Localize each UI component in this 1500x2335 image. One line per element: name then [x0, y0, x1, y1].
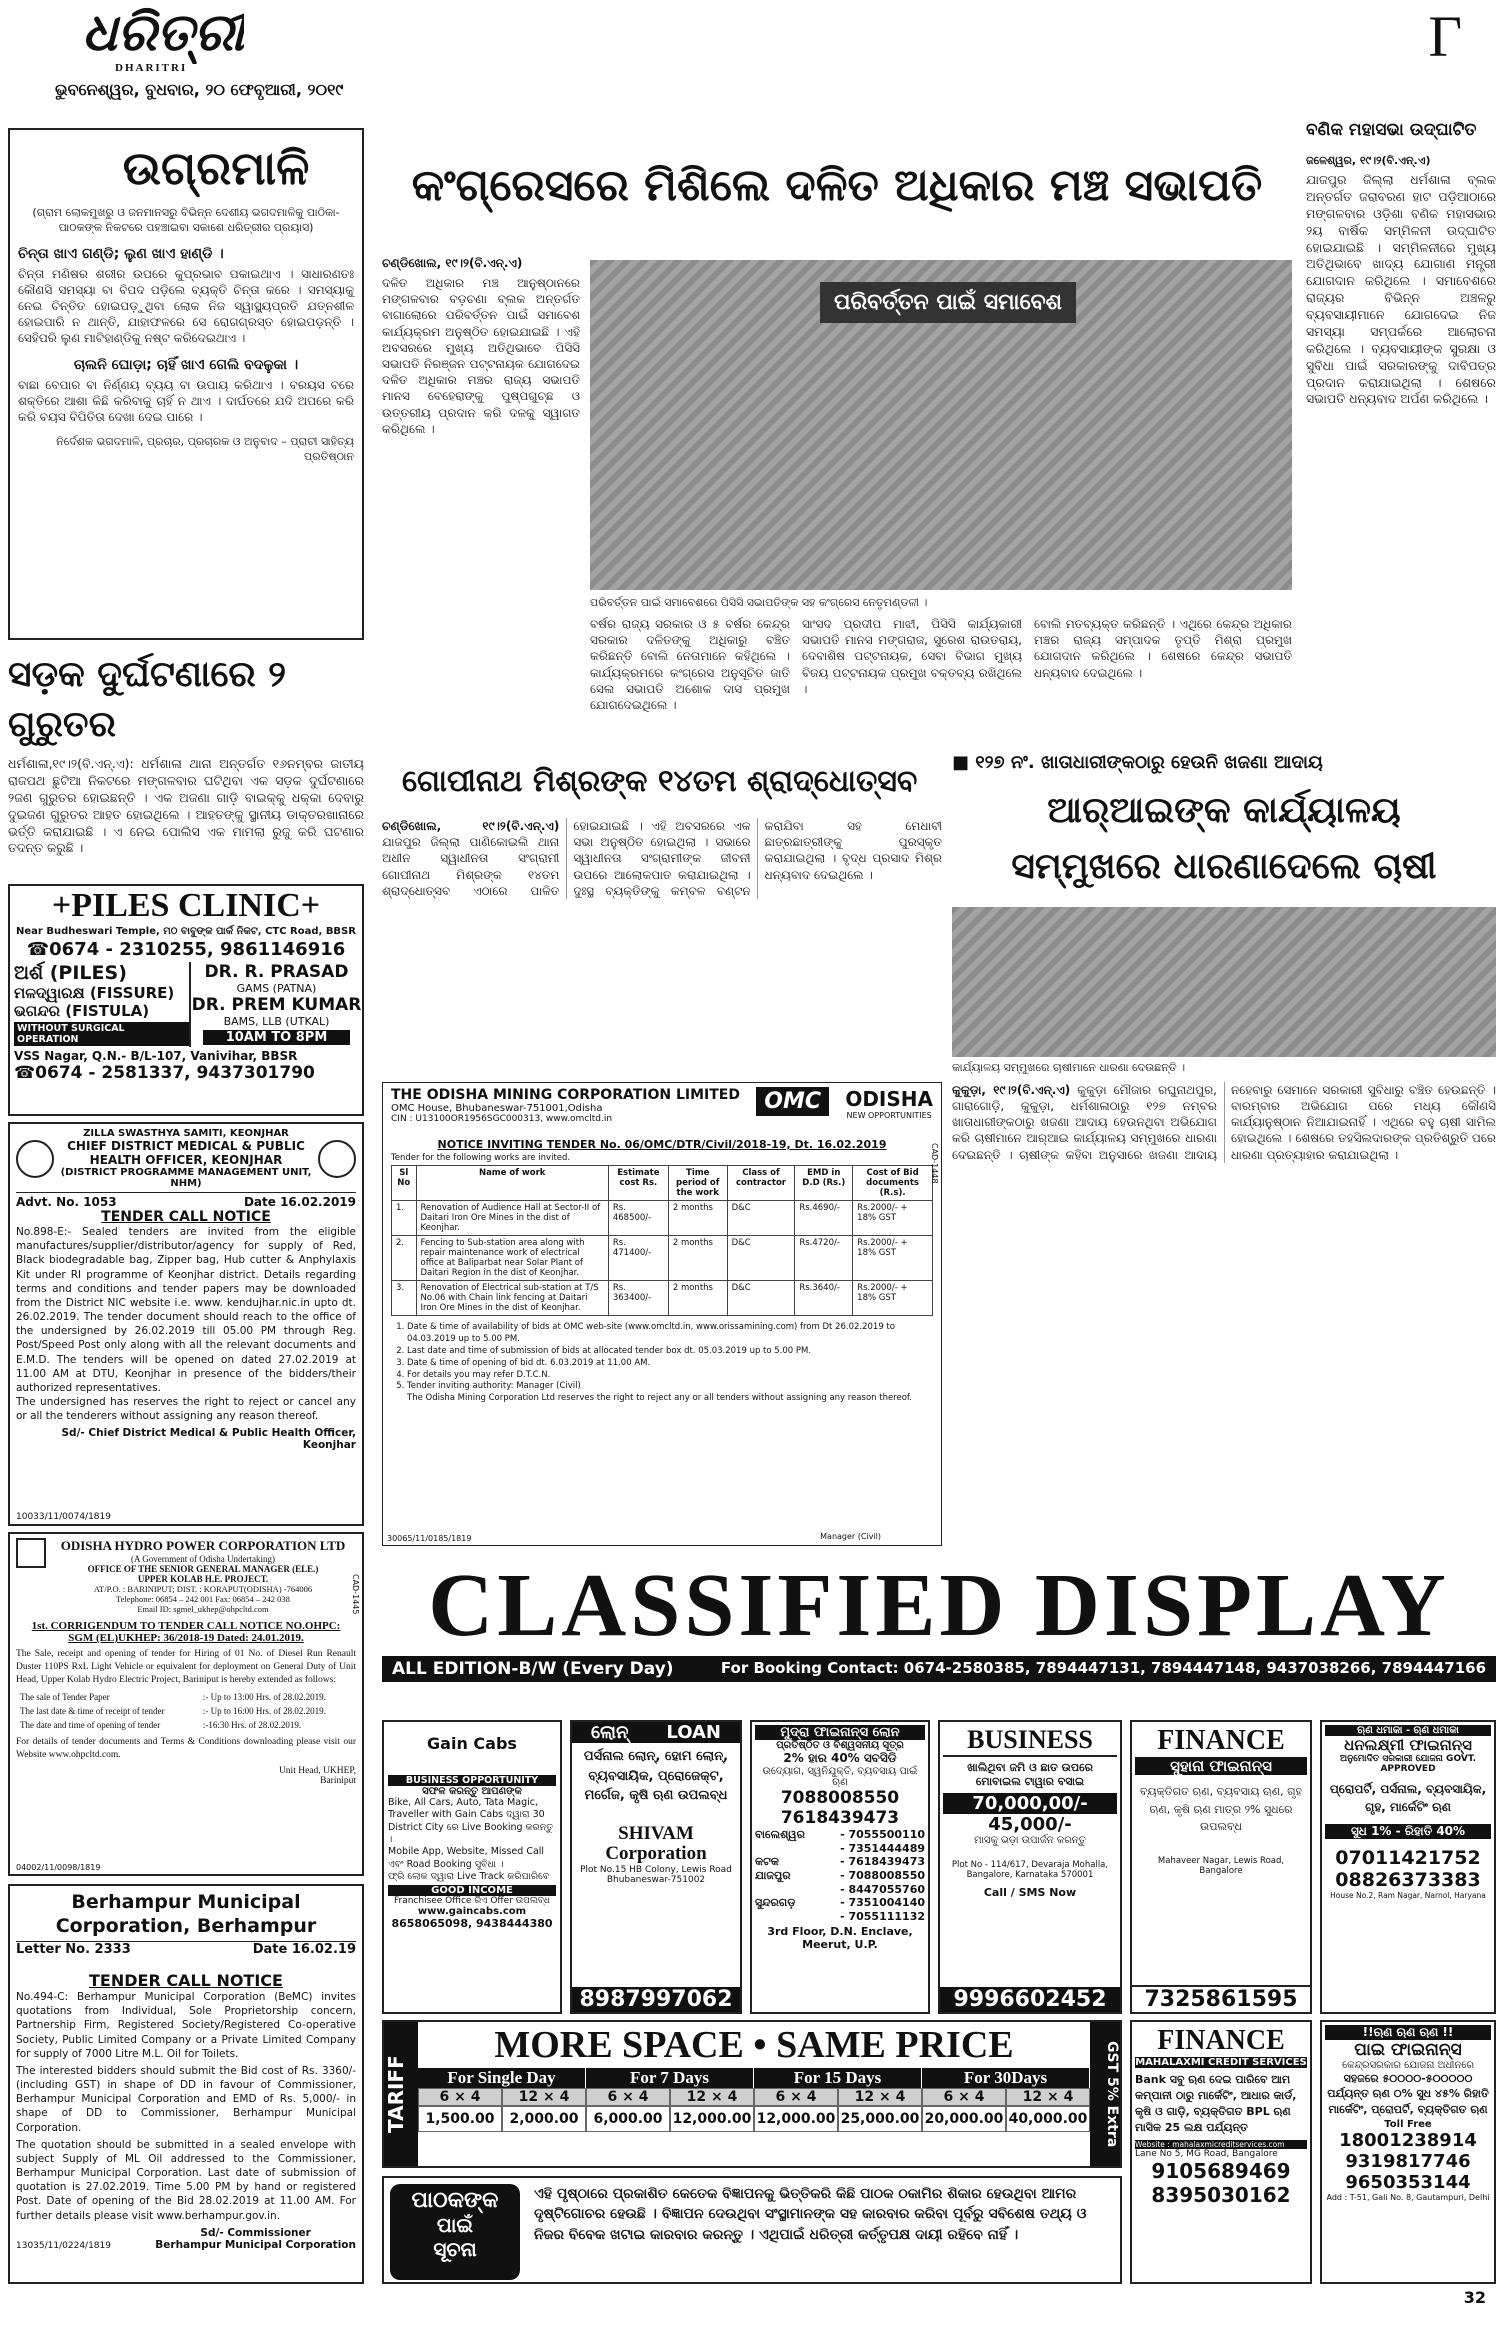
omc-table-header: EMD in D.D (Rs.) [795, 1166, 853, 1201]
mudra-ad [750, 1720, 930, 2014]
ohpc-row-2-label: The last date & time of receipt of tender [20, 1706, 165, 1717]
tariff-size: 6 × 4 [418, 2088, 502, 2106]
ri-photo [952, 907, 1496, 1057]
business-amount: 70,000,00/- [943, 1793, 1117, 1814]
keonjhar-advt-no: Advt. No. 1053 [16, 1195, 117, 1209]
keonjhar-header-1: ZILLA SWASTHYA SAMITI, KEONJHAR [83, 1128, 289, 1139]
classified-title: CLASSIFIED DISPLAY [428, 1556, 1450, 1655]
table-cell: 3. [392, 1281, 417, 1316]
mudra-phone-2: 7618439473 [780, 1808, 900, 1828]
ugramali-head2: ଚାଲନି ଘୋଡ଼ା; ଚାହିଁ ଖାଏ ଗେଲି ବଦଳୁକା । [73, 356, 299, 373]
tariff-gst: GST 5% Extra [1090, 2022, 1120, 2166]
lead-dateline: ଚଣ୍ଡିଖୋଲ, ୧୯।୨(ବି.ଏନ୍.ଏ) [382, 256, 523, 270]
table-cell: Rs. 468500/- [608, 1201, 668, 1236]
finance2-body: Bank ସବୁ ଋଣ ଦେଇ ପାରିବେ ଆମ କମ୍ପାନୀ ଠାରୁ ମାର୍କେଟିଂ, ଆଧାର କାର୍ଡ, କୃଷି ଓ ଗାଡ଼ି, ବ୍ୟକ୍ତିଗତ BPL ଋଣ ମାସିକ 25 ଲକ୍ଷ ପର୍ଯ୍ୟନ୍ତ [1135, 2073, 1297, 2134]
finance2-web: Website : mahalaxmicreditservices.com [1135, 2140, 1307, 2149]
table-cell: Rs.3640/- [795, 1281, 853, 1316]
tariff-size: 6 × 4 [922, 2088, 1006, 2106]
ri-headline-1: ଆର୍‌ଆଇଙ୍କ କାର୍ଯ୍ୟାଳୟ [1047, 790, 1401, 831]
piles-service-2: ମଳଦ୍ୱାରକ୍ଷ (FISSURE) [14, 984, 175, 1002]
omc-table-header: Time period of the work [668, 1166, 727, 1201]
bmc-date: Date 16.02.19 [252, 1942, 356, 1957]
ohpc-row-1-value: :- Up to 13:00 Hrs. of 28.02.2019. [202, 1692, 326, 1703]
table-cell: Rs.2000/- + 18% GST [853, 1281, 933, 1316]
list-item: 2. Last date and time of submission of bids at allocated tender box dt. 05.03.2019 up to 5.00 PM. [407, 1346, 933, 1358]
table-cell: 1. [392, 1201, 417, 1236]
notice-body: ଏହି ପୃଷ୍ଠାରେ ପ୍ରକାଶିତ କେତେକ ବିଜ୍ଞାପନକୁ ଭିତ୍ତିକରି କିଛି ପାଠକ ଠକାମିର ଶିକାର ହେଉଥିବା ଆମର ଦୃଷ୍ଟିଗୋଚର ହେଉଛି । ବିଜ୍ଞାପନ ଦେଉଥିବା ସଂସ୍ଥାମାନଙ୍କ ସହ କାରବାର କରିବା ପୂର୍ବରୁ ସବିଶେଷ ତଥ୍ୟ ଓ ନିଜର ବିବେକ ଖଟାଇ କାରବାର କରନ୍ତୁ । ଏଥିପାଇଁ ଧରିତ୍ରୀ କର୍ତ୍ତୃପକ୍ଷ ଦାୟୀ ରହିବେ ନାହିଁ । [534, 2186, 1087, 2243]
gopinath-headline: ଗୋପୀନାଥ ମିଶ୍ରଙ୍କ ୧୪ତମ ଶ୍ରାଦ୍ଧୋତ୍ସବ [402, 764, 918, 799]
dhan-top: ଋଣ ଧମାକା - ଋଣ ଧମାକା [1325, 1725, 1491, 1736]
business-ad [938, 1720, 1122, 2014]
business-address: Plot No - 114/617, Devaraja Mohalla, Bangalore, Karnataka 570001 [951, 1860, 1109, 1880]
mudra-heading: ମୁଦ୍ରା ଫାଇନାନ୍ସ ଲୋନ [755, 1725, 925, 1740]
omc-cin: CIN : U13100OR1956SGC000313, www.omcltd.in [391, 1114, 613, 1124]
tariff-size: 6 × 4 [586, 2088, 670, 2106]
omc-tender-table [391, 1165, 933, 1316]
ugramali-body2: ବାଛା ବେପାର ବା ନିର୍ଣ୍ଣୟ ବ୍ୟୟ ବା ଉପାୟ କରିଥାଏ । ବରୟସ ବରେ ଶକ୍ତିରେ ଆଶା କିଛି କରିବାକୁ ଚାହିଁ ନ ଥାଏ । ଦାର୍ଘତରେ ଯଦି ଅପରେ କରି କରି ବୟସ ବିପିତିତା ଦେଖା ଦେଇ ପାରେ । [18, 377, 354, 424]
ugramali-title: ଉଗ୍ରମାଳି [122, 141, 310, 195]
loan2-toll: Toll Free [1384, 2119, 1432, 2131]
loan2-phone-3: 9650353144 [1345, 2172, 1471, 2194]
tariff-size: 6 × 4 [754, 2088, 838, 2106]
masthead-logo-sub: DHARITRI [115, 62, 188, 74]
omc-table-header: Sl No [392, 1166, 417, 1201]
ugramali-credit: ନିର୍ଦେଶକ ଭଗଦମାଳି, ପ୍ରଚାର, ପ୍ରଚାରକ ଓ ଅନୁବାଦ – ପ୍ରାଚୀ ସାହିତ୍ୟ ପ୍ରତିଷ୍ଠାନ [56, 435, 354, 464]
mudra-rate: 2% ହାର 40% ସବସିଡି [783, 1751, 897, 1765]
loan2-body: ସହଜରେ ୫୦୦୦୦-୫୦୦୦୦୦ ପର୍ଯ୍ୟନ୍ତ ଋଣ ୦% ସୁଧ ୪୫% ରିହାତି ମାର୍କେଟିଂ, ପ୍ରୋପର୍ଟି, ବ୍ୟକ୍ତିଗତ ଋଣ [1327, 2072, 1489, 2116]
gaincabs-tagline: ସଫଳ କରନ୍ତୁ ଆପଣଙ୍କ [422, 1786, 522, 1797]
omc-address: OMC House, Bhubaneswar-751001,Odisha [391, 1103, 603, 1114]
loan-phone: 8987997062 [572, 1987, 740, 2012]
keonjhar-body: No.898-E:- Sealed tenders are invited from the eligible manufactures/supplier/distributor/agency for supply of Red, Black biodegradable bag, Zipper bag, Hub cutter & Anphylaxis Kit under RI programme of Keonjhar district. Details regarding terms and conditions and tender papers may be downloaded from the District NIC website i.e. www. kendujhar.nic.in upto dt. 26.02.2019. The tender document should reach to the office of the undersigned by 26.02.2019 till 05.00 PM through Reg. Post/Speed Post only along with all the relevant documents and E.M.D. The tenders will be opened on dated 27.02.2019 at 11.00 AM at DTU, Keonjhar in presence of the bidders/their authorized representatives. [16, 1226, 356, 1394]
business-sms: Call / SMS Now [983, 1886, 1077, 1899]
finance-address: Mahaveer Nagar, Lewis Road, Bangalore [1157, 1855, 1285, 1876]
business-amount-2: 45,000/- [988, 1814, 1072, 1835]
bmc-body-2: The interested bidders should submit the Bid cost of Rs. 3360/- (including GST) in shape of DD in favour of Commissioner, Berhampur Municipal Corporation and EMD of Rs. 5,000/- in shape of DD to Commissioner, Berhampur Municipal Corporation. [16, 2064, 356, 2134]
classified-edition: ALL EDITION-B/W (Every Day) [392, 1659, 674, 1679]
table-row [392, 1236, 933, 1281]
piles-doctor-1-qual: GAMS (PATNA) [236, 982, 317, 995]
branch-phone: - 7351444489 [840, 1842, 925, 1855]
ohpc-line-3: UPPER KOLAB H.E. PROJECT. [137, 1574, 269, 1584]
table-cell: 2 months [668, 1281, 727, 1316]
dhan-phone-1: 07011421752 [1335, 1847, 1481, 1869]
odisha-brand-tagline: NEW OPPORTUNITIES [846, 1111, 932, 1120]
ugramali-head1: ଚିନ୍ତା ଖାଏ ଗଣ୍ଡି; ଲୁଣ ଖାଏ ହାଣ୍ଡି । [18, 245, 224, 262]
list-item: 3. Date & time of opening of bid dt. 6.03.2019 at 11.00 AM. [407, 1358, 933, 1370]
loan2-phone-1: 18001238914 [1339, 2130, 1477, 2152]
masthead-logo: ଧରିତ୍ରୀ [82, 5, 245, 62]
table-row [392, 1281, 933, 1316]
loan-heading: LOAN [666, 1722, 722, 1743]
tariff-period: For Single Day [418, 2068, 586, 2088]
banik-headline: ବଣିକ ମହାସଭା ଉଦ୍‌ଘାଟିତ [1306, 120, 1477, 140]
branch-phone: - 7088008550 [840, 1869, 925, 1882]
loan-ad [570, 1720, 742, 2014]
keonjhar-header-2: CHIEF DISTRICT MEDICAL & PUBLIC HEALTH OFFICER, KEONJHAR [67, 1139, 305, 1167]
gopinath-body: ଯାଜପୁର ଜିଲ୍ଲା ପାଣିକୋଇଲି ଥାନା ଅଧୀନ ସ୍ୱାଧୀନତା ସଂଗ୍ରାମୀ ଗୋପୀନାଥ ମିଶ୍ରଙ୍କ ୧୪ତମ ଶ୍ରାଦ୍ଧୋତ୍ସବ ଏଠାରେ ପାଳିତ ହୋଇଯାଇଛି । ଏହି ଅବସରରେ ଏକ ସଭା ଅନୁଷ୍ଠିତ ହୋଇଥିଲା । ସଭାରେ ସ୍ୱାଧୀନତା ସଂଗ୍ରାମୀଙ୍କ ଜୀବନୀ ଉପରେ ଆଲୋକପାତ କରାଯାଇଥିଲା । ଦୁଃସ୍ଥ ବ୍ୟକ୍ତିଙ୍କୁ କମ୍ବଳ ବଣ୍ଟନ କରାଯିବା ସହ ମେଧାବୀ ଛାତ୍ରଛାତ୍ରୀଙ୍କୁ ପୁରସ୍କୃତ କରାଯାଇଥିଲା । ବୃଦ୍ଧ ପ୍ରସାଦ ମିଶ୍ର ଧନ୍ୟବାଦ ଦେଇଥିଲେ । [382, 819, 942, 898]
tariff-size: 12 × 4 [502, 2088, 586, 2106]
loan2-address: Add : T-51, Gali No. 8, Gautampuri, Delhi [1326, 2193, 1490, 2203]
ohpc-row-3-label: The date and time of opening of tender [20, 1720, 161, 1731]
ugramali-body1: ଚିନ୍ତା ମଣିଷର ଶରୀର ଉପରେ କୁପ୍ରଭାବ ପକାଇଥାଏ । ସାଧାରଣତଃ କୌଣସି ସମସ୍ୟା ବା ବିପଦ ପଡ଼ିଲେ ବ୍ୟକ୍ତି ଚିନ୍ତା କରେ । ସମସ୍ୟାକୁ ନେଇ ଚିନ୍ତିତ ହୋଇପଡ଼ୁଥିବା ଲୋକ ନିଜ ସ୍ୱାସ୍ଥ୍ୟପ୍ରତି ଯତ୍ନଶୀଳ ହୋଇପାରି ନ ଥାନ୍ତି, ଯାହାଫଳରେ ସେ ରୋଗଗ୍ରସ୍ତ ହୋଇପଡ଼ନ୍ତି । ସେହିପରି ଲୁଣ ମାଟିହାଣ୍ଡିକୁ ନଷ୍ଟ କରିଦେଇଥାଏ । [18, 266, 354, 346]
finance-suhana-ad [1130, 1720, 1312, 2014]
ohpc-footer: For details of tender documents and Terms & Conditions downloading please visit our Website www.ohpcltd.com. [16, 1737, 356, 1761]
loan2-phone-2: 9319817746 [1345, 2151, 1471, 2173]
branch-name: ସୁନ୍ଦରଗଡ଼ [755, 1896, 796, 1909]
piles-address-2: VSS Nagar, Q.N.- B/L-107, Vanivihar, BBSR [14, 1049, 298, 1063]
ohpc-corrigendum-ref: SGM (EL)UKHEP: 36/2018-19 Dated: 24.01.2019. [68, 1632, 304, 1644]
classified-contact: For Booking Contact: 0674-2580385, 7894447131, 7894447148, 9437038266, 7894447166 [720, 1659, 1486, 1677]
tariff-price: 12,000.00 [670, 2106, 754, 2132]
dhanlakshmi-ad [1320, 1720, 1496, 2014]
ohpc-row-2-value: :- Up to 16:00 Hrs. of 28.02.2019. [202, 1706, 326, 1717]
notice-side-1: ପାଠକଙ୍କ [411, 2188, 499, 2213]
gaincabs-income: GOOD INCOME [388, 1885, 556, 1896]
ri-dateline: କୁକୁଡ଼ା, ୧୯।୨(ବି.ଏନ୍.ଏ) [952, 1082, 1071, 1097]
bmc-subtitle: TENDER CALL NOTICE [89, 1971, 283, 1990]
ohpc-line-6: Email ID: sgmel_ukhep@ohpcltd.com [137, 1604, 269, 1614]
gaincabs-phone: 8658065098, 9438444380 [391, 1917, 553, 1931]
loan-firm: SHIVAM Corporation [605, 1822, 707, 1865]
gaincabs-franchisee: Franchisee Office ରିଏ Offer ଉପଲବ୍ଧ [393, 1896, 551, 1907]
keonjhar-date: Date 16.02.2019 [243, 1195, 356, 1209]
bmc-code: 13035/11/0224/1819 [16, 2240, 111, 2251]
ohpc-line-2: OFFICE OF THE SENIOR GENERAL MANAGER (ELE.) [87, 1564, 319, 1574]
branch-phone: - 7055500110 [840, 1828, 925, 1841]
mudra-subheading: ପ୍ରତିଷ୍ଠିତ ଓ ବିଶ୍ୱସନୀୟ ସୂତ୍ର [776, 1740, 904, 1751]
bmc-body-3: The quotation should be submitted in a sealed envelope with subject Supply of ML Oil addressed to the Commissioner, Berhampur Municipal Corporation. Last date of submission of quotation is 27.02.2019. Time 5.00 PM by hand or registered Post. Date of opening of the Bid 28.02.2019 at 11.00 AM. For further details please visit www.berhampur.gov.in. [16, 2138, 356, 2222]
masthead-dateline: ଭୁବନେଶ୍ୱର, ବୁଧବାର, ୨୦ ଫେବୃଆରୀ, ୨୦୧୯ [55, 80, 344, 99]
ohpc-schedule-table [16, 1690, 356, 1732]
piles-service-3: ଭଗନ୍ଦର (FISTULA) [14, 1002, 150, 1020]
pai-finance-ad [1320, 2020, 1496, 2284]
branch-name: ବାଲେଶ୍ୱର [755, 1828, 805, 1841]
dhan-sub: ଅନୁମୋଦିତ ସରକାରୀ ଯୋଜନା GOVT. APPROVED [1339, 1754, 1477, 1774]
page-number: 32 [1463, 2288, 1486, 2307]
finance2-subheading: MAHALAXMI CREDIT SERVICES [1135, 2057, 1307, 2068]
keonjhar-title: TENDER CALL NOTICE [101, 1209, 271, 1225]
ohpc-code: 04002/11/0098/1819 [16, 1863, 101, 1872]
dhan-address: House No.2, Ram Nagar, Narnol, Haryana [1330, 1891, 1486, 1900]
ri-headline-2: ସମ୍ମୁଖରେ ଧାରଣାଦେଲେ ଚାଷୀ [1011, 846, 1437, 887]
table-cell: Rs.4720/- [795, 1236, 853, 1281]
accident-body: ଧର୍ମଶାଳା,୧୯।୨(ବି.ଏନ୍.ଏ): ଧର୍ମଶାଳା ଥାନା ଅନ୍ତର୍ଗତ ୧୬ନମ୍ବର ଜାତୀୟ ରାଜପଥ ଛୁଟିଆ ନିକଟରେ ମଙ୍ଗଳବାର ଘଟିଥିବା ଏକ ସଡ଼କ ଦୁର୍ଘଟଣାରେ ୨ଜଣ ଗୁରୁତର ହୋଇଛନ୍ତି । ଏକ ଅଜଣା ଗାଡ଼ି ବାଇକ୍‌କୁ ଧକ୍କା ଦେବାରୁ ଦୁଇଜଣ ଗୁରୁତର ଆହତ ହୋଇଥିଲେ । ଆହତଙ୍କୁ ସ୍ଥାନୀୟ ଡାକ୍ତରଖାନାରେ ଭର୍ତ୍ତି କରାଯାଇଛି । ଏ ନେଇ ପୋଲିସ ଏକ ମାମଲା ରୁଜୁ କରି ଘଟଣାର ତଦନ୍ତ କରୁଛି । [8, 756, 364, 856]
mudra-phone-1: 7088008550 [780, 1788, 900, 1808]
omc-table-header: Cost of Bid documents (R.s). [853, 1166, 933, 1201]
nhm-logo-icon [318, 1140, 356, 1178]
branch-name: ଯାଜପୁର [755, 1869, 791, 1882]
table-cell: Renovation of Electrical sub-station at T/S No.06 with Chain link fencing at Daitari Iron Ore Mines in the dist of Keonjhar. [416, 1281, 608, 1316]
business-heading: BUSINESS [943, 1725, 1117, 1757]
lead-article [382, 128, 1292, 740]
table-row [392, 1201, 933, 1236]
omc-table-header: Estimate cost Rs. [608, 1166, 668, 1201]
piles-timing: 10AM TO 8PM [203, 1030, 350, 1045]
tariff-period: For 30Days [922, 2068, 1090, 2088]
omc-table-header: Name of work [416, 1166, 608, 1201]
ohpc-body: The Sale, receipt and opening of tender for Hiring of 01 No. of Diesel Run Renault Duster 110PS RxL Light Vehicle or equivalent for deployment on General Duty of Unit Head, Upper Kolab Hydro Electric Project, Bariniput is hereby extended as follows: [16, 1649, 356, 1685]
table-cell: Rs.4690/- [795, 1201, 853, 1236]
list-item [755, 1855, 925, 1869]
omc-notice-title: NOTICE INVITING TENDER No. 06/OMC/DTR/Civil/2018-19, Dt. 16.02.2019 [437, 1138, 887, 1151]
ohpc-line-1: (A Government of Odisha Undertaking) [131, 1554, 275, 1564]
piles-phone-2: ☎0674 - 2581337, 9437301790 [14, 1063, 315, 1083]
list-item [755, 1869, 925, 1883]
business-phone: 9996602452 [940, 1987, 1120, 2012]
table-header-row [392, 1166, 933, 1201]
list-item [755, 1842, 925, 1855]
accident-headline: ସଡ଼କ ଦୁର୍ଘଟଣାରେ ୨ ଗୁରୁତର [8, 654, 287, 745]
ri-article [952, 752, 1496, 1552]
gaincabs-opportunity: BUSINESS OPPORTUNITY [388, 1775, 556, 1786]
gaincabs-ad [382, 1720, 562, 2014]
tariff-size: 12 × 4 [838, 2088, 922, 2106]
lead-photo-caption: ପରିବର୍ତ୍ତନ ପାଇଁ ସମାବେଶରେ ପିସିସି ସଭାପତିଙ୍କ ସହ କଂଗ୍ରେସ ନେତୃମଣ୍ଡଳୀ । [590, 596, 928, 609]
notice-side-3: ସୂଚନା [433, 2237, 477, 2261]
finance2-heading: FINANCE [1157, 2025, 1285, 2056]
lead-photo-banner: ପରିବର୍ତ୍ତନ ପାଇଁ ସମାବେଶ [820, 282, 1076, 323]
tariff-price: 25,000.00 [838, 2106, 922, 2132]
bmc-title: Berhampur Municipal Corporation, Berhampur [55, 1891, 317, 1937]
omc-table-header: Class of contractor [727, 1166, 795, 1201]
ohpc-logo-icon [16, 1538, 46, 1568]
piles-doctor-2-qual: BAMS, LLB (UTKAL) [223, 1015, 330, 1028]
tariff-size: 12 × 4 [670, 2088, 754, 2106]
table-cell: D&C [727, 1281, 795, 1316]
bmc-body: No.494-C: Berhampur Municipal Corporation (BeMC) invites quotations from Individual, Sole Proprietorship concern, Partnership Firm, Registered Society/Registered Co-operative Society, Public Limited Company or a Private Limited Company for supply of 7000 Litre M.L. Oil for Toilets. [16, 1991, 356, 2060]
omc-signature: Manager (Civil) [820, 1532, 881, 1541]
tariff-size: 12 × 4 [1006, 2088, 1090, 2106]
masthead [0, 0, 1500, 110]
ohpc-row-3-value: :-16:30 Hrs. of 28.02.2019. [202, 1720, 302, 1731]
ohpc-row-1-label: The sale of Tender Paper [20, 1692, 110, 1703]
omc-logo: OMC [756, 1087, 829, 1116]
ohpc-cad: CAD-1445 [351, 1574, 360, 1615]
table-cell: Fencing to Sub-station area along with repair maintenance work of electrical office at Baliparbat near Solar Plant of Daitari Region in the dist of Keonjhar. [416, 1236, 608, 1281]
tariff-heading: MORE SPACE • SAME PRICE [494, 2024, 1014, 2066]
table-cell: Rs. 363400/- [608, 1281, 668, 1316]
ohpc-signature: Unit Head, UKHEP, Bariniput [278, 1766, 356, 1787]
loan2-top: !!ଋଣ ଋଣ ଋଣ !! [1325, 2025, 1491, 2040]
branch-phone: - 7055111132 [840, 1910, 925, 1923]
keonjhar-header-3: (DISTRICT PROGRAMME MANAGEMENT UNIT, NHM) [60, 1167, 312, 1189]
ohpc-line-5: Telephone: 06854 – 242 001 Fax: 06854 – 242 038 [116, 1594, 290, 1604]
mudra-branch-list [755, 1828, 925, 1923]
mudra-address: 3rd Floor, D.N. Enclave, Meerut, U.P. [767, 1925, 913, 1951]
table-row [16, 1704, 356, 1718]
list-item [755, 1828, 925, 1842]
piles-doctor-2: DR. PREM KUMAR [191, 995, 362, 1015]
ri-body: କୁକୁଡ଼ା ମୌଜାର ରଘୁନାଥପୁର, ଗାରାଗୋଡ଼ି, କୁକୁଡ଼ା, ଧର୍ମଶାଳାଠାରୁ ୧୨୭ ନମ୍ବର ଖାତାଧାରୀଙ୍କଠାରୁ ଖଜଣା ଆଦାୟ ହେଉନଥିବା ଅଭିଯୋଗ କରି ଚାଷୀମାନେ ଆର୍‌ଆଇ କାର୍ଯ୍ୟାଳୟ ସମ୍ମୁଖରେ ଧାରଣା ଦେଇଛନ୍ତି । ଚାଷୀଙ୍କ କହିବା ଅନୁସାରେ ଖଜଣା ଆଦାୟ ନହେବାରୁ ସେମାନେ ସରକାରୀ ସୁବିଧାରୁ ବଞ୍ଚିତ ହେଉଛନ୍ତି । ବାରମ୍ବାର ଅଭିଯୋଗ ପରେ ମଧ୍ୟ କୌଣସି କାର୍ଯ୍ୟାନୁଷ୍ଠାନ ନିଆଯାଇନାହିଁ । ଏଥିରେ ବହୁ ଚାଷୀ ସାମିଲ ହୋଇଥିଲେ । ଶେଷରେ ତହସିଲଦାରଙ୍କ ପ୍ରତିଶ୍ରୁତି ପରେ ଧାରଣା ପ୍ରତ୍ୟାହାର କରାଯାଇଥିଲା । [952, 1082, 1496, 1162]
list-item [755, 1883, 925, 1896]
keonjhar-signature: Sd/- Chief District Medical & Public Health Officer, Keonjhar [61, 1427, 356, 1452]
bmc-tender [8, 1884, 364, 2284]
branch-phone: - 7351004140 [840, 1896, 925, 1909]
piles-doctor-1: DR. R. PRASAD [204, 962, 349, 982]
ohpc-title: ODISHA HYDRO POWER CORPORATION LTD [60, 1538, 346, 1553]
odisha-brand: ODISHA [845, 1087, 933, 1111]
loan2-sub: କେନ୍ଦ୍ରସରକାର ଯୋଜନା ଅଧୀନରେ [1342, 2060, 1474, 2071]
omc-cad: CAD-1448 [930, 1143, 939, 1184]
piles-address: Near Budheswari Temple, ମଠ ବାବୁଙ୍କ ପାର୍କ ନିକଟ, CTC Road, BBSR [16, 926, 356, 937]
bmc-letter-no: Letter No. 2333 [16, 1942, 131, 1957]
ohpc-corrigendum [8, 1532, 364, 1876]
ugramali-box [8, 128, 364, 640]
keonjhar-emblem-icon [16, 1140, 54, 1178]
edition-mark: Γ [1428, 6, 1462, 68]
keonjhar-tender [8, 1122, 364, 1526]
loan-heading-odia: ଲୋନ୍ [590, 1722, 629, 1743]
accident-article [8, 650, 364, 875]
tariff-price: 40,000.00 [1006, 2106, 1090, 2132]
classified-header [382, 1556, 1496, 1694]
omc-invite: Tender for the following works are invited. [391, 1153, 571, 1163]
tariff-price: 6,000.00 [586, 2106, 670, 2132]
finance-mahalaxmi-ad [1130, 2020, 1312, 2284]
business-body: ଖାଲିଥିବା ଜମି ଓ ଛାତ ଉପରେ ମୋବାଇଲ ଟାୱାର ବସାଇ [967, 1761, 1093, 1788]
ri-kicker-text: ୧୨୭ ନଂ. ଖାତାଧାରୀଙ୍କଠାରୁ ହେଉନି ଖଜଣା ଆଦାୟ [975, 752, 1323, 773]
table-cell: 2. [392, 1236, 417, 1281]
lead-headline: କଂଗ୍ରେସରେ ମିଶିଲେ ଦଳିତ ଅଧିକାର ମଞ୍ଚ ସଭାପତି [411, 160, 1263, 211]
finance-phone: 7325861595 [1132, 1985, 1310, 2012]
dhan-body: ପ୍ରୋପର୍ଟି, ପର୍ସନାଲ, ବ୍ୟବସାୟିକ, ଗୃହ, ମାର୍କେଟିଂ ଋଣ [1329, 1782, 1487, 1814]
finance-heading: FINANCE [1157, 1725, 1285, 1756]
gopinath-dateline: ଚଣ୍ଡିଖୋଲ, ୧୯।୨(ବି.ଏନ୍.ଏ) [382, 819, 560, 833]
piles-phone: ☎0674 - 2310255, 9861146916 [26, 939, 346, 960]
keonjhar-body-2: The undersigned has reserves the right to reject or cancel any or all the tenderers without assigning any reason thereof. [16, 1396, 356, 1423]
ri-kicker [952, 752, 1496, 773]
table-cell: 2 months [668, 1236, 727, 1281]
table-cell: 2 months [668, 1201, 727, 1236]
finance2-address: Lane No 5, MG Road, Bangalore [1135, 2148, 1278, 2159]
branch-phone: - 8447055760 [840, 1883, 925, 1896]
tariff-box [382, 2020, 1122, 2168]
tariff-period: For 7 Days [586, 2068, 754, 2088]
piles-title: +PILES CLINIC+ [51, 887, 321, 924]
piles-service-1: ଅର୍ଶ (PILES) [14, 962, 127, 984]
table-row [16, 1718, 356, 1732]
business-line: ମାସକୁ ଭଡ଼ା ଉପାର୍ଜନ କରନ୍ତୁ [974, 1835, 1086, 1846]
piles-clinic-ad [8, 884, 364, 1116]
ugramali-intro: (ଗ୍ରାମ ଲୋକମୁଖରୁ ଓ ଜନମାନସରୁ ବିଭିନ୍ନ ଦେଶୀୟ ଭଗଦମାଳିକୁ ପାଠିକା-ପାଠକଙ୍କ ନିକଟରେ ପହଞ୍ଚାଇବା ସକାଶେ ଧରିତ୍ରୀର ପ୍ରୟାସ) [32, 206, 340, 234]
mudra-line: ଉଦ୍ୟୋଗ, ସ୍ୱନିଯୁକ୍ତି, ବ୍ୟବସାୟ ପାଇଁ ଋଣ [762, 1766, 918, 1788]
lead-photo [590, 260, 1292, 590]
tariff-period: For 15 Days [754, 2068, 922, 2088]
list-item: 1. Date & time of availability of bids at OMC web-site (www.omcltd.in, www.orissamining.com) from Dt 26.02.2019 to 04.03.2019 up to 5.00 PM. [407, 1322, 933, 1346]
gaincabs-logo: Gain Cabs [427, 1734, 517, 1753]
omc-code: 30065/11/0185/1819 [387, 1534, 472, 1543]
finance-body: ବ୍ୟକ୍ତିଗତ ଋଣ, ବ୍ୟବସାୟ ଋଣ, ଗୃହ ଋଣ, କୃଷି ଋଣ ମାତ୍ର ୨% ସୁଧରେ ଉପଲବ୍ଧ [1140, 1785, 1302, 1834]
finance-subheading: ସୁହାନା ଫାଇନାନ୍ସ [1135, 1757, 1307, 1775]
lead-col-4: ବୋଲି ମତବ୍ୟକ୍ତ କରିଛନ୍ତି । ଏଥିରେ କେନ୍ଦ୍ର ଅଧିକାର ମଞ୍ଚର ରାଜ୍ୟ ସମ୍ପାଦକ ତୃପ୍ତି ମିଶ୍ରା ପ୍ରମୁଖ ଯୋଗଦାନ କରିଥିଲେ । ଶେଷରେ କେନ୍ଦ୍ର ସଭାପତି ଧନ୍ୟବାଦ ଦେଇଥିଲେ । [1034, 617, 1292, 680]
loan-address: Plot No.15 HB Colony, Lewis Road Bhubaneswar-751002 [580, 1865, 732, 1886]
piles-no-surgery: WITHOUT SURGICAL OPERATION [14, 1022, 189, 1046]
tariff-label: TARIFF [384, 2022, 418, 2166]
loan-body: ପର୍ସନାଲ ଲୋନ୍, ହୋମ ଲୋନ୍, ବ୍ୟବସାୟିକ, ପ୍ରୋଜେକ୍ଟ, ମର୍ଗେଜ, କୃଷି ଋଣ ଉପଲବ୍ଧ [583, 1749, 729, 1803]
table-cell: Rs.2000/- + 18% GST [853, 1201, 933, 1236]
branch-phone: - 7618439473 [840, 1855, 925, 1868]
table-cell: Rs.2000/- + 18% GST [853, 1236, 933, 1281]
lead-col-2: ବର୍ଷର ରାଜ୍ୟ ସରକାର ଓ ୫ ବର୍ଷର କେନ୍ଦ୍ର ସରକାର ଦଳିତଙ୍କୁ ଅଧିକାରୁ ବଞ୍ଚିତ କରିଛନ୍ତି ବୋଲି ନେତାମାନେ କହିଥିଲେ । କାର୍ଯ୍ୟକ୍ରମରେ କଂଗ୍ରେସ ଅନୁସୂଚିତ ଜାତି ସେଲ ସଭାପତି ଅଶୋକ ଦାସ ପ୍ରମୁଖ ଯୋଗଦେଇଥିଲେ । [590, 617, 790, 712]
table-cell: Renovation of Audience Hall at Sector-II of Daitari Iron Ore Mines in the dist of Keonjhar. [416, 1201, 608, 1236]
lead-col-3: ସାଂସଦ ପ୍ରଦୀପ ମାଝୀ, ପିସିସି କାର୍ଯ୍ୟକାରୀ ସଭାପତି ମାନସ ମଙ୍ଗରାଜ, ସୁରେଶ ରାଉତରାୟ, ଦେବାଶିଷ ପଟ୍ଟନାୟକ, ସେବା ବିଭାଗ ମୁଖ୍ୟ ବିଜୟ ପଟ୍ଟନାୟକ ପ୍ରମୁଖ ବକ୍ତବ୍ୟ ରଖିଥିଲେ । [802, 617, 1022, 696]
tariff-price: 12,000.00 [754, 2106, 838, 2132]
dhan-phone-2: 08826373383 [1335, 1869, 1481, 1891]
omc-notes [391, 1322, 933, 1405]
ohpc-corrigendum-title: 1st. CORRIGENDUM TO TENDER CALL NOTICE NO.OHPC: [31, 1620, 341, 1632]
dhan-rate: ସୁଧ 1% - ରିହାତି 40% [1325, 1824, 1491, 1839]
loan2-heading: ପାଇ ଫାଇନାନ୍ସ [1354, 2040, 1462, 2060]
table-cell: D&C [727, 1236, 795, 1281]
omc-title: THE ODISHA MINING CORPORATION LIMITED [391, 1087, 740, 1103]
ohpc-line-4: AT/P.O. : BARINIPUT; DIST. : KORAPUT(ODISHA) -764006 [93, 1584, 313, 1594]
table-row [16, 1690, 356, 1704]
banik-article [1306, 120, 1496, 740]
finance2-phone-2: 8395030162 [1151, 2182, 1291, 2207]
gopinath-article [382, 752, 942, 1074]
tariff-price: 1,500.00 [418, 2106, 502, 2132]
table-cell: D&C [727, 1201, 795, 1236]
list-item [755, 1910, 925, 1923]
list-item: 5. Tender inviting authority: Manager (Civil) The Odisha Mining Corporation Ltd reserves the right to reject any or all tenders without assigning any reason thereof. [407, 1381, 933, 1405]
bmc-signature-2: Berhampur Municipal Corporation [155, 2238, 356, 2251]
list-item [755, 1896, 925, 1910]
finance2-phone-1: 9105689469 [1151, 2158, 1291, 2183]
tariff-price: 20,000.00 [922, 2106, 1006, 2132]
gaincabs-body: Bike, All Cars, Auto, Tata Magic, Traveller with Gain Cabs ଦ୍ୱାରା 30 District City ରେ Live Booking କରନ୍ତୁ । Mobile App, Website, Missed Call ଏବଂ Road Booking ସୁବିଧା । ଫ୍ରି ଲୋକ ଦ୍ୱାରା Live Track କରିପାରିବେ [388, 1797, 554, 1883]
table-cell: Rs. 471400/- [608, 1236, 668, 1281]
list-item: 4. For details you may refer D.T.C.N. [407, 1370, 933, 1382]
banik-dateline: ଜଳେଶ୍ୱର, ୧୯।୨(ବି.ଏନ୍.ଏ) [1306, 154, 1431, 167]
banik-body: ଯାଜପୁର ଜିଲ୍ଲା ଧର୍ମଶାଳା ବ୍ଲକ ଅନ୍ତର୍ଗତ ଜରାବରଣ ହାଟ ପଡ଼ିଆଠାରେ ମଙ୍ଗଳବାର ଓଡ଼ିଶା ବଣିକ ମହାସଭାର ୨ୟ ବାର୍ଷିକ ସମ୍ମିଳନୀ ଉଦ୍‌ଘାଟିତ ହୋଇଯାଇଛି । ସମ୍ମିଳନୀରେ ମୁଖ୍ୟ ଅତିଥିଭାବେ ଖାଦ୍ୟ ଯୋଗାଣ ମନ୍ତ୍ରୀ ଯୋଗଦାନ କରିଥିଲେ । ସମାବେଶରେ ରାଜ୍ୟର ବିଭିନ୍ନ ଅଞ୍ଚଳରୁ ବ୍ୟବସାୟୀମାନେ ଯୋଗଦେଇ ନିଜ ସମସ୍ୟା ସମ୍ପର୍କରେ ଆଲୋଚନା କରିଥିଲେ । ବ୍ୟବସାୟୀଙ୍କ ସୁରକ୍ଷା ଓ ସୁବିଧା ପାଇଁ ସରକାରଙ୍କୁ ଦାବିପତ୍ର ପ୍ରଦାନ କରାଯାଇଥିଲା । ଶେଷରେ ସଭାପତି ଧନ୍ୟବାଦ ଅର୍ପଣ କରିଥିଲେ । [1306, 172, 1496, 407]
tariff-price: 2,000.00 [502, 2106, 586, 2132]
omc-tender [382, 1082, 942, 1546]
reader-notice [382, 2176, 1122, 2284]
square-bullet-icon: ■ [952, 752, 976, 773]
notice-side-2: ପାଇଁ [436, 2213, 474, 2237]
ri-photo-caption: କାର୍ଯ୍ୟାଳୟ ସମ୍ମୁଖରେ ଚାଷୀମାନେ ଧାରଣା ଦେଉଛନ୍ତି । [952, 1061, 1186, 1074]
keonjhar-code: 10033/11/0074/1819 [16, 1512, 111, 1522]
gaincabs-web: www.gaincabs.com [417, 1906, 527, 1918]
dhan-heading: ଧନଲକ୍ଷ୍ମୀ ଫାଇନାନ୍ସ [1344, 1736, 1472, 1754]
lead-col-1: ଦଳିତ ଅଧିକାର ମଞ୍ଚ ଆନୁଷ୍ଠାନରେ ମଙ୍ଗଳବାର ବଡ଼ଚଣା ବ୍ଲକ ଅନ୍ତର୍ଗତ ବାଗାଲୋରେ ପରିବର୍ତ୍ତନ ପାଇଁ ସମାବେଶ କାର୍ଯ୍ୟକ୍ରମ ଅନୁଷ୍ଠିତ ହୋଇଯାଇଛି । ଏହି ଅବସରରେ ମୁଖ୍ୟ ଅତିଥିଭାବେ ପିସିସି ସଭାପତି ନିରଞ୍ଜନ ପଟ୍ଟନାୟକ ଯୋଗଦେଇ ଦଳିତ ଅଧିକାର ମଞ୍ଚର ରାଜ୍ୟ ସଭାପତି ମାନସ ବେହେରାଙ୍କୁ ପୁଷ୍ପଗୁଚ୍ଛ ଓ ଉତ୍ତରୀୟ ପ୍ରଦାନ କରି ଦଳକୁ ସ୍ୱାଗତ କରିଥିଲେ । [382, 276, 580, 436]
branch-name: କଟକ [755, 1855, 779, 1868]
bmc-signature: Sd/- Commissioner [200, 2226, 311, 2239]
